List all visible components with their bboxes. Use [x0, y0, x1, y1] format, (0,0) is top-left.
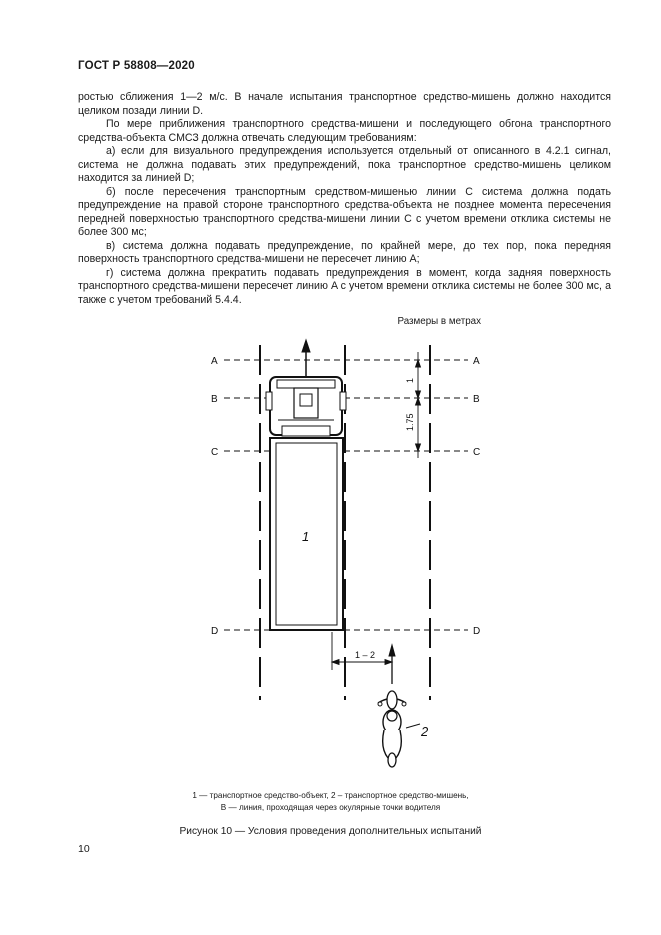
legend-line-2: B — линия, проходящая через окулярные точки водителя — [220, 803, 441, 812]
direction-arrowhead-moto — [389, 645, 395, 656]
moto-rear-wheel — [388, 753, 396, 767]
line-a-label-left: A — [211, 356, 218, 367]
vehicle-2-label: 2 — [421, 724, 429, 739]
paragraph-3: а) если для визуального предупреждения используется отдельный от описанного в 4.2.1 сигнал, система не должна подавать этих предупреждений, пока транспортное средство-мишень целиком находится за линией D; — [78, 145, 611, 184]
page-number: 10 — [78, 843, 90, 855]
moto-mirror-left — [378, 702, 382, 706]
moto-front-wheel — [387, 691, 397, 709]
truck-mirror-right — [340, 392, 346, 410]
direction-arrowhead-vehicle — [302, 340, 310, 352]
line-d-label-right: D — [473, 626, 481, 637]
paragraph-4: б) после пересечения транспортным средством-мишенью линии C система должна подать предупреждение на правой стороне транспортного средства-объекта не позднее момента пересечения передней поверхностью транспортного средства-мишени линии C с учетом времени отклика системы не более 300 мс; — [78, 185, 611, 238]
line-c-label-left: C — [211, 447, 219, 458]
paragraph-5: в) система должна подавать предупреждение, по крайней мере, до тех пор, пока передняя поверхность транспортного средства-мишени не пересечет линию A; — [78, 239, 611, 265]
paragraph-6: г) система должна прекратить подавать предупреждения в момент, когда задняя поверхность транспортного средства-мишени пересечет линию A с учетом времени отклика системы не более 300 мс, а также с учетом требований 5.4.4. — [78, 266, 611, 306]
truck-cab-roof — [277, 380, 335, 388]
test-vehicle-1 — [266, 340, 346, 630]
moto-leader-line — [406, 724, 420, 728]
line-b-label-left: B — [211, 394, 218, 405]
line-a-label-right: A — [473, 356, 480, 367]
vehicle-1-label: 1 — [302, 529, 310, 544]
longitudinal-dimensions — [416, 352, 421, 458]
paragraph-1: ростью сближения 1—2 м/с. В начале испытания транспортное средство-мишень должно находится целиком позади линии D. — [78, 91, 611, 117]
document-header: ГОСТ Р 58808—2020 — [78, 60, 195, 72]
line-b-label-right: B — [473, 394, 480, 405]
dimension-lateral-label: 1 – 2 — [355, 650, 376, 660]
moto-mirror-right — [402, 702, 406, 706]
dimension-1-label: 1 — [405, 377, 415, 383]
line-d-label-left: D — [211, 626, 219, 637]
legend-line-1: 1 — транспортное средство-объект, 2 – транспортное средство-мишень, — [192, 791, 469, 800]
truck-coupling — [282, 426, 330, 436]
target-vehicle-2 — [378, 645, 420, 767]
truck-mirror-left — [266, 392, 272, 410]
units-note: Размеры в метрах — [397, 316, 481, 327]
line-c-label-right: C — [473, 447, 481, 458]
paragraph-2: По мере приближения транспортного средства-мишени и последующего обгона транспортного средства-объекта СМСЗ должна отвечать следующим требованиям: — [78, 118, 611, 144]
dimension-175-label: 1.75 — [405, 413, 415, 431]
figure-caption: Рисунок 10 — Условия проведения дополнительных испытаний — [179, 826, 482, 837]
truck-cab-seat — [300, 394, 312, 406]
moto-rider-helmet — [387, 711, 397, 721]
